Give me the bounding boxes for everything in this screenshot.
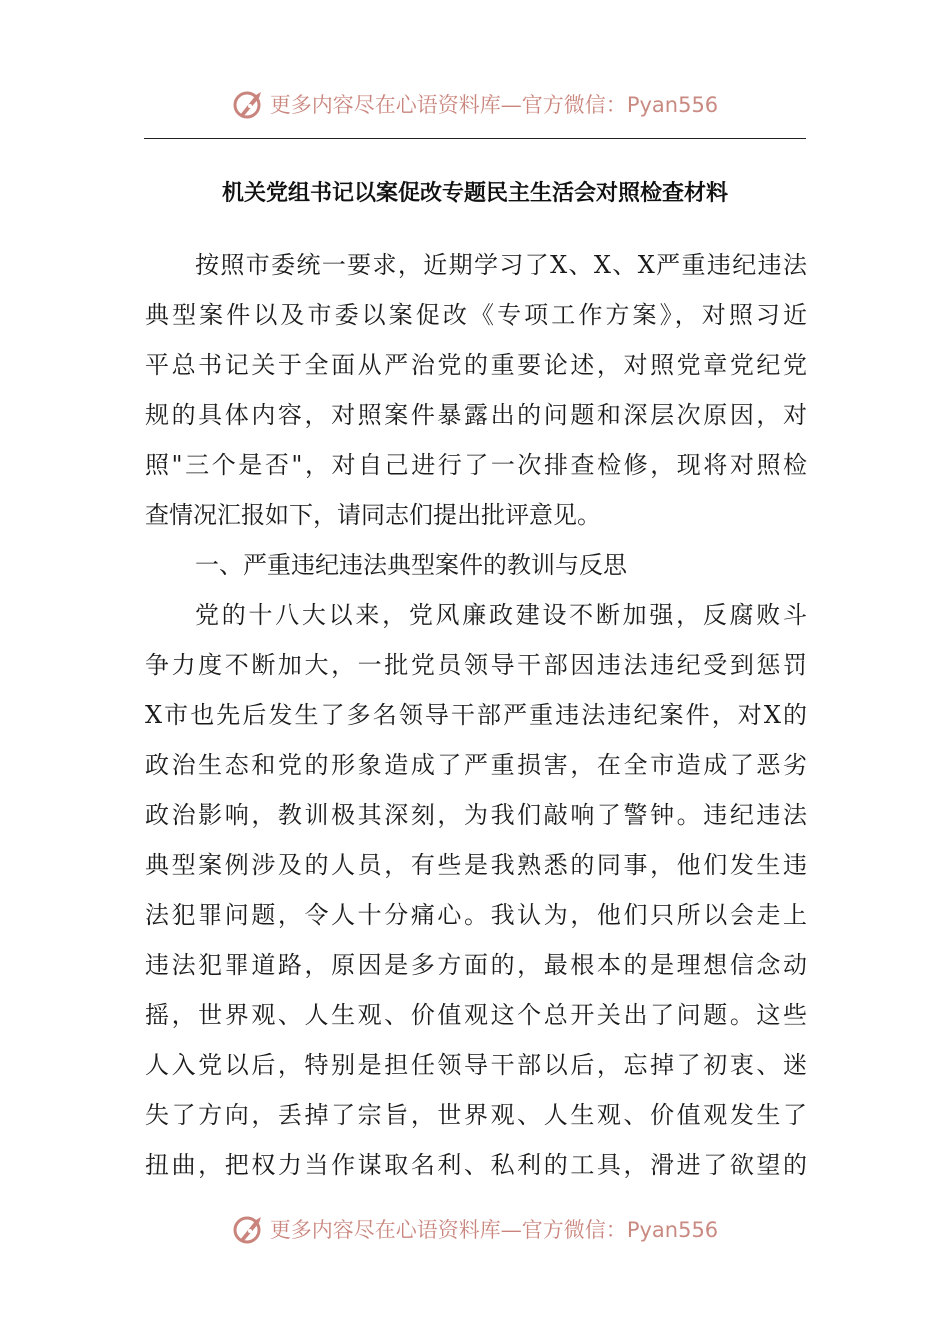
paragraph-line: 争力度不断加大，一批党员领导干部因违法违纪受到惩罚 [145, 651, 807, 679]
pen-nib-circle-icon [232, 87, 266, 121]
paragraph-line: 平总书记关于全面从严治党的重要论述，对照党章党纪党 [145, 351, 807, 379]
paragraph-line: 政治生态和党的形象造成了严重损害，在全市造成了恶劣 [145, 751, 807, 779]
paragraph-line: 法犯罪问题，令人十分痛心。我认为，他们只所以会走上 [145, 901, 807, 929]
paragraph-line: 典型案例涉及的人员，有些是我熟悉的同事，他们发生违 [145, 851, 807, 879]
paragraph-line: 按照市委统一要求，近期学习了X、X、X严重违纪违法 [195, 251, 807, 279]
paragraph-line: 照"三个是否"，对自己进行了一次排查检修，现将对照检 [145, 451, 807, 479]
watermark-text: 更多内容尽在心语资料库—官方微信：Pyan556 [269, 1218, 719, 1242]
section-heading: 一、严重违纪违法典型案件的教训与反思 [195, 551, 627, 579]
paragraph-line: 规的具体内容，对照案件暴露出的问题和深层次原因，对 [145, 401, 807, 429]
watermark-handle: Pyan556 [626, 1218, 719, 1242]
pen-nib-circle-icon [232, 1212, 266, 1246]
paragraph-line: X市也先后发生了多名领导干部严重违法违纪案件，对X的 [145, 701, 807, 729]
paragraph-line: 扭曲，把权力当作谋取名利、私利的工具，滑进了欲望的 [145, 1151, 807, 1179]
header-divider [144, 138, 806, 139]
footer-watermark [0, 1209, 950, 1249]
paragraph-line: 违法犯罪道路，原因是多方面的，最根本的是理想信念动 [145, 951, 807, 979]
paragraph-line: 党的十八大以来，党风廉政建设不断加强，反腐败斗 [195, 601, 807, 629]
paragraph-line: 查情况汇报如下，请同志们提出批评意见。 [145, 501, 601, 529]
paragraph-line: 典型案件以及市委以案促改《专项工作方案》，对照习近 [145, 301, 807, 329]
document-body [145, 240, 807, 1190]
watermark-handle: Pyan556 [626, 93, 719, 117]
paragraph-line: 人入党以后，特别是担任领导干部以后，忘掉了初衷、迷 [145, 1051, 807, 1079]
paragraph-line: 失了方向，丢掉了宗旨，世界观、人生观、价值观发生了 [145, 1101, 807, 1129]
paragraph-line: 摇，世界观、人生观、价值观这个总开关出了问题。这些 [145, 1001, 807, 1029]
watermark-text: 更多内容尽在心语资料库—官方微信：Pyan556 [269, 93, 719, 117]
paragraph-line: 政治影响，教训极其深刻，为我们敲响了警钟。违纪违法 [145, 801, 807, 829]
header-watermark [0, 84, 950, 124]
document-title: 机关党组书记以案促改专题民主生活会对照检查材料 [221, 181, 728, 206]
